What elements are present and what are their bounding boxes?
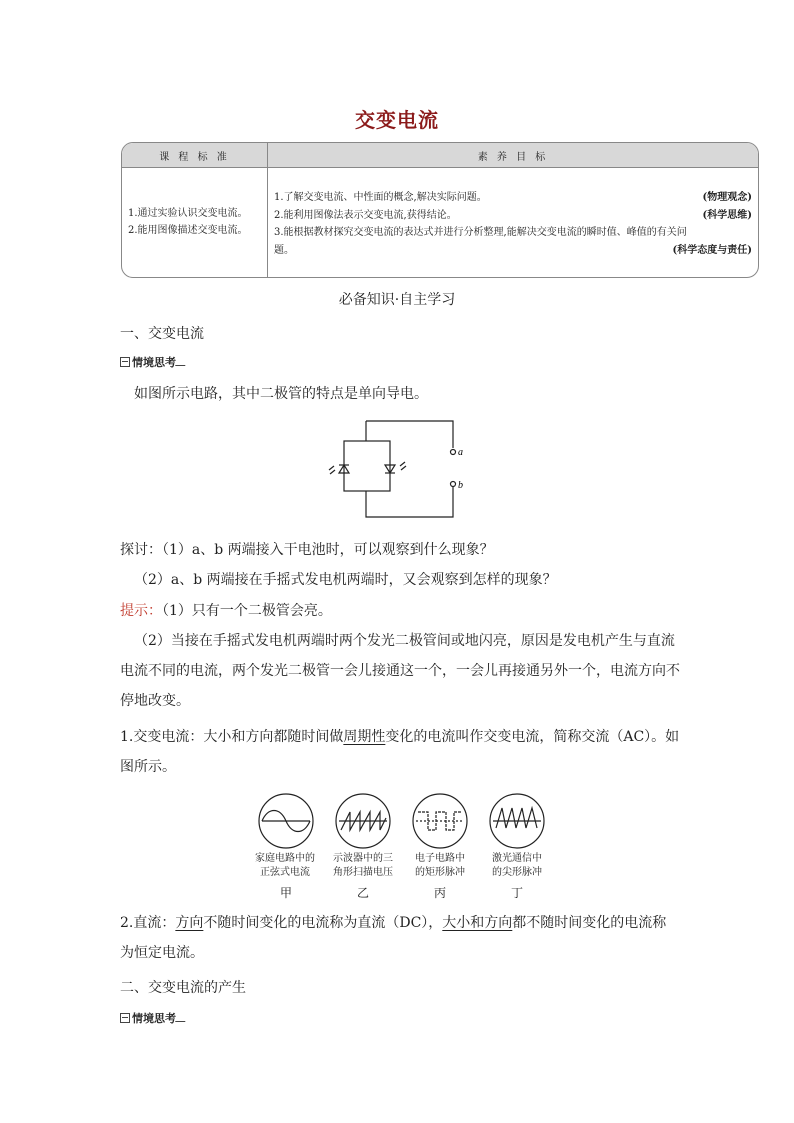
intro-text: 如图所示电路，其中二极管的特点是单向导电。 [134, 386, 428, 402]
goal-row [274, 224, 752, 242]
part1-heading: 一、交变电流 [120, 326, 204, 342]
goal-row [274, 242, 752, 260]
goal-text: 2.能利用图像法表示交变电流,获得结论。 [274, 209, 457, 221]
light-ray [400, 462, 405, 466]
label-b: b [458, 480, 463, 491]
wave-label: 丙 [433, 886, 446, 900]
objectives-table [121, 142, 759, 278]
col-header-standards: 课 程 标 准 [159, 152, 230, 163]
scene-icon [120, 1013, 130, 1023]
question-2: （2）a、b 两端接在手摇式发电机两端时，又会观察到怎样的现象？ [134, 572, 557, 588]
definition-dc [120, 908, 680, 968]
definition-ac [120, 722, 680, 782]
label-a: a [458, 447, 463, 458]
wave-caption [400, 852, 480, 880]
light-ray [401, 466, 406, 470]
hint-1 [120, 596, 680, 626]
wave-caption [245, 852, 325, 880]
wave-label: 甲 [279, 886, 292, 900]
caption-line: 示波器中的三 [333, 853, 393, 864]
diode-loop [344, 441, 390, 491]
table-divider [122, 167, 758, 168]
scene-label-text: 情境思考 [132, 1012, 176, 1025]
waveform-figure [250, 790, 550, 852]
def2-post: 都不随时间变化的电流称为恒定电流。 [120, 915, 667, 961]
light-ray [329, 466, 334, 470]
scene-icon [120, 357, 130, 367]
standards-cell [128, 205, 248, 239]
def1-pre: 1.交变电流：大小和方向都随时间做 [120, 729, 344, 745]
def1-keyword: 周期性 [343, 729, 386, 745]
caption-line: 正弦式电流 [260, 867, 310, 878]
caption-line: 的矩形脉冲 [415, 867, 465, 878]
wave-label: 丁 [510, 886, 523, 900]
goal-tag: (科学态度与责任) [672, 244, 752, 256]
page-title: 交变电流 [355, 108, 439, 132]
terminal-b [451, 482, 456, 487]
table-column-divider [267, 143, 268, 277]
goal-text: 3.能根据教材探究交变电流的表达式并进行分析整理,能解决交变电流的瞬时值、峰值的有关问 [274, 227, 687, 238]
col-header-goals: 素 养 目 标 [477, 152, 549, 163]
scene-label [120, 354, 187, 370]
caption-line: 的尖形脉冲 [492, 867, 542, 878]
goal-text: 1.了解交变电流、中性面的概念,解决实际问题。 [274, 192, 487, 203]
scene-label-text: 情境思考 [132, 356, 176, 369]
circuit-wire [366, 421, 453, 448]
scene-underline [175, 359, 189, 366]
part2-heading: 二、交变电流的产生 [120, 980, 246, 996]
circuit-diagram [320, 415, 480, 523]
caption-line: 激光通信中 [492, 853, 542, 864]
caption-line: 家庭电路中的 [255, 853, 315, 864]
wave-caption [477, 852, 557, 880]
section-heading: 必备知识·自主学习 [338, 292, 456, 308]
def2-mid: 不随时间变化的电流称为直流（DC）， [203, 915, 443, 931]
goal-tag: (科学思维) [702, 209, 752, 221]
spike-pulse [496, 808, 537, 828]
def2-pre: 2.直流： [120, 915, 176, 931]
def1-post: 变化的电流叫作交变电流，简称交流（AC）。如图所示。 [120, 729, 680, 775]
goal-row [274, 189, 752, 207]
goals-cell [274, 189, 752, 259]
terminal-a [451, 450, 456, 455]
light-ray [330, 470, 335, 474]
hint-1-text: （1）只有一个二极管会亮。 [162, 603, 332, 619]
caption-line: 电子电路中 [415, 853, 465, 864]
scene-label-2 [120, 1010, 187, 1026]
wave-caption [323, 852, 403, 880]
goal-row [274, 207, 752, 225]
standard-item: 1.通过实验认识交变电流。 [128, 208, 248, 219]
def2-keyword-1: 方向 [175, 915, 204, 931]
caption-line: 角形扫描电压 [333, 867, 393, 878]
scene-underline [175, 1015, 189, 1022]
hint-label: 提示： [120, 603, 162, 619]
def2-keyword-2: 大小和方向 [442, 915, 513, 931]
standard-item: 2.能用图像描述交变电流。 [128, 225, 248, 236]
wave-label: 乙 [356, 886, 369, 900]
goal-tag: (物理观念) [702, 192, 752, 203]
goal-text: 题。 [274, 244, 294, 256]
hint-2: （2）当接在手摇式发电机两端时两个发光二极管间或地闪亮，原因是发电机产生与直流电流不同的电流，两个发光二极管一会儿接通这一个，一会儿再接通另外一个，电流方向不停地改变。 [120, 633, 680, 709]
question-1: 探讨：（1）a、b 两端接入干电池时，可以观察到什么现象？ [120, 542, 494, 558]
